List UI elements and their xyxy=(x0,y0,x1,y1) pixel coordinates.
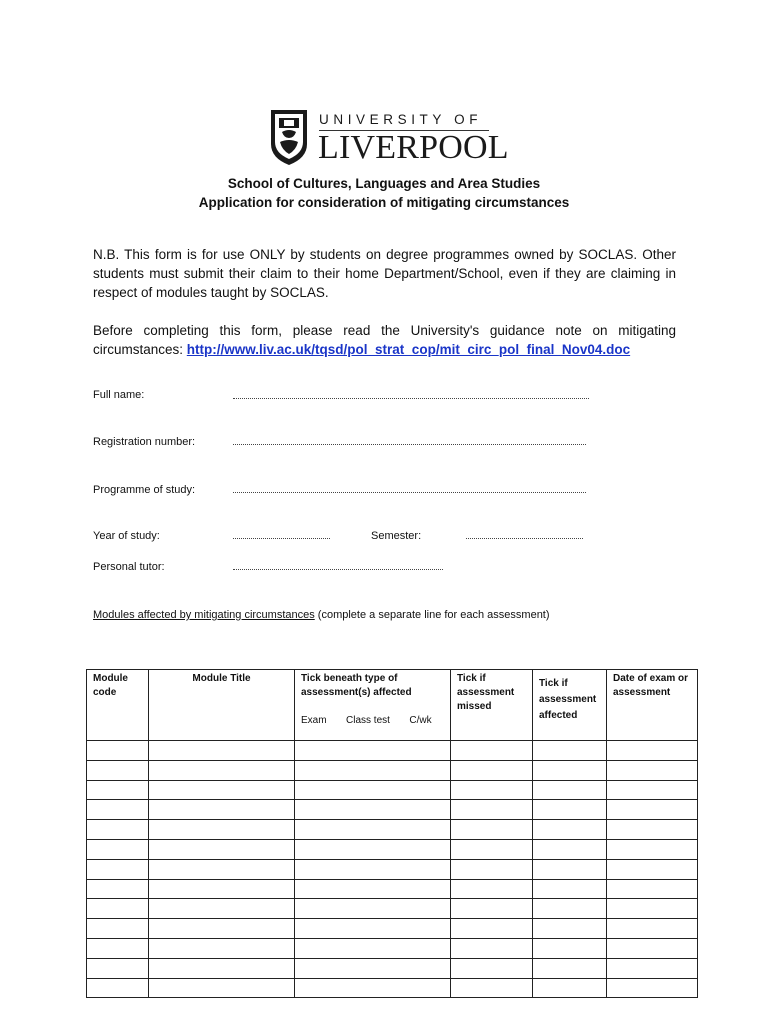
logo-liverpool: LIVERPOOL xyxy=(318,129,509,166)
table-cell[interactable] xyxy=(533,919,607,939)
table-cell[interactable] xyxy=(149,859,295,879)
table-cell[interactable] xyxy=(149,938,295,958)
table-row xyxy=(87,741,698,761)
table-cell[interactable] xyxy=(149,741,295,761)
modules-heading-note: (complete a separate line for each assessment) xyxy=(314,609,550,621)
table-row xyxy=(87,820,698,840)
logo-university-of: UNIVERSITY OF xyxy=(319,112,483,127)
table-cell[interactable] xyxy=(295,958,451,978)
table-cell[interactable] xyxy=(451,780,533,800)
table-cell[interactable] xyxy=(607,938,698,958)
table-cell[interactable] xyxy=(451,839,533,859)
table-cell[interactable] xyxy=(149,780,295,800)
table-cell[interactable] xyxy=(149,839,295,859)
table-cell[interactable] xyxy=(295,938,451,958)
guidance-paragraph xyxy=(93,321,676,359)
table-cell[interactable] xyxy=(87,780,149,800)
table-cell[interactable] xyxy=(533,978,607,998)
table-row xyxy=(87,800,698,820)
table-cell[interactable] xyxy=(607,800,698,820)
table-cell[interactable] xyxy=(87,919,149,939)
table-cell[interactable] xyxy=(533,879,607,899)
semester-field[interactable] xyxy=(466,538,583,539)
table-row xyxy=(87,760,698,780)
table-cell[interactable] xyxy=(295,859,451,879)
table-cell[interactable] xyxy=(87,760,149,780)
table-cell[interactable] xyxy=(149,978,295,998)
full-name-label: Full name: xyxy=(93,389,145,401)
table-cell[interactable] xyxy=(451,978,533,998)
table-cell[interactable] xyxy=(149,800,295,820)
table-cell[interactable] xyxy=(87,820,149,840)
registration-label: Registration number: xyxy=(93,436,196,448)
table-cell[interactable] xyxy=(451,741,533,761)
col-module-title: Module Title xyxy=(149,670,295,741)
table-cell[interactable] xyxy=(533,741,607,761)
table-cell[interactable] xyxy=(295,879,451,899)
table-cell[interactable] xyxy=(295,780,451,800)
table-row xyxy=(87,919,698,939)
col-assessment-type-options: Exam Class test C/wk xyxy=(301,715,432,726)
table-cell[interactable] xyxy=(295,760,451,780)
table-row xyxy=(87,958,698,978)
table-cell[interactable] xyxy=(607,760,698,780)
modules-heading xyxy=(93,609,550,621)
table-row xyxy=(87,899,698,919)
university-logo xyxy=(270,108,509,168)
table-cell[interactable] xyxy=(607,820,698,840)
table-row xyxy=(87,938,698,958)
table-cell[interactable] xyxy=(533,958,607,978)
table-cell[interactable] xyxy=(295,741,451,761)
table-row xyxy=(87,780,698,800)
table-cell[interactable] xyxy=(533,820,607,840)
table-cell[interactable] xyxy=(87,800,149,820)
table-cell[interactable] xyxy=(607,780,698,800)
table-cell[interactable] xyxy=(295,919,451,939)
year-label: Year of study: xyxy=(93,530,160,542)
guidance-link[interactable]: http://www.liv.ac.uk/tqsd/pol_strat_cop/mit_circ_pol_final_Nov04.doc xyxy=(186,342,631,357)
table-cell[interactable] xyxy=(533,899,607,919)
table-row xyxy=(87,859,698,879)
table-cell[interactable] xyxy=(149,820,295,840)
col-assessment-type-label: Tick beneath type of assessment(s) affected xyxy=(301,673,412,698)
table-cell[interactable] xyxy=(87,839,149,859)
table-header-row xyxy=(87,670,698,741)
table-cell[interactable] xyxy=(451,859,533,879)
registration-field[interactable] xyxy=(233,444,586,445)
table-cell[interactable] xyxy=(533,938,607,958)
table-row xyxy=(87,879,698,899)
table-cell[interactable] xyxy=(607,978,698,998)
page-title: Application for consideration of mitigating circumstances xyxy=(198,195,570,210)
table-cell[interactable] xyxy=(451,938,533,958)
table-cell[interactable] xyxy=(451,820,533,840)
table-cell[interactable] xyxy=(451,958,533,978)
modules-heading-title: Modules affected by mitigating circumstances xyxy=(93,609,315,621)
table-cell[interactable] xyxy=(87,978,149,998)
table-cell[interactable] xyxy=(607,899,698,919)
table-cell[interactable] xyxy=(533,800,607,820)
table-cell[interactable] xyxy=(295,800,451,820)
col-assessment-type xyxy=(295,670,451,741)
school-name: School of Cultures, Languages and Area Studies xyxy=(227,176,541,191)
year-field[interactable] xyxy=(233,538,330,539)
table-cell[interactable] xyxy=(87,938,149,958)
tutor-field[interactable] xyxy=(233,569,443,570)
table-cell[interactable] xyxy=(451,899,533,919)
programme-field[interactable] xyxy=(233,492,586,493)
programme-label: Programme of study: xyxy=(93,484,196,496)
col-affected: Tick if assessment affected xyxy=(533,670,607,741)
table-cell[interactable] xyxy=(451,879,533,899)
table-cell[interactable] xyxy=(533,780,607,800)
table-cell[interactable] xyxy=(149,879,295,899)
table-cell[interactable] xyxy=(149,919,295,939)
table-cell[interactable] xyxy=(87,899,149,919)
table-cell[interactable] xyxy=(149,958,295,978)
modules-table xyxy=(86,669,698,998)
tutor-label: Personal tutor: xyxy=(93,561,165,573)
table-cell[interactable] xyxy=(451,800,533,820)
table-row xyxy=(87,839,698,859)
table-cell[interactable] xyxy=(451,760,533,780)
table-cell[interactable] xyxy=(87,741,149,761)
guidance-text: Before completing this form, please read the University's guidance note on mitigating circumstances: xyxy=(93,323,676,357)
table-cell[interactable] xyxy=(149,760,295,780)
table-cell[interactable] xyxy=(607,919,698,939)
table-cell[interactable] xyxy=(87,879,149,899)
table-cell[interactable] xyxy=(295,899,451,919)
table-cell[interactable] xyxy=(607,859,698,879)
table-cell[interactable] xyxy=(295,820,451,840)
table-cell[interactable] xyxy=(607,741,698,761)
table-cell[interactable] xyxy=(87,859,149,879)
table-cell[interactable] xyxy=(295,839,451,859)
table-cell[interactable] xyxy=(533,859,607,879)
nb-paragraph: N.B. This form is for use ONLY by students on degree programmes owned by SOCLAS. Other students must submit their claim to their home Department/School, even if they are claiming in respect of modules taught by SOCLAS. xyxy=(93,247,676,300)
table-body xyxy=(87,741,698,998)
table-cell[interactable] xyxy=(451,919,533,939)
col-module-code: Module code xyxy=(87,670,149,741)
table-cell[interactable] xyxy=(149,899,295,919)
table-cell[interactable] xyxy=(533,839,607,859)
table-cell[interactable] xyxy=(607,958,698,978)
col-missed: Tick if assessment missed xyxy=(451,670,533,741)
semester-label: Semester: xyxy=(371,530,422,542)
table-cell[interactable] xyxy=(607,879,698,899)
full-name-field[interactable] xyxy=(233,398,589,399)
col-date: Date of exam or assessment xyxy=(607,670,698,741)
table-cell[interactable] xyxy=(607,839,698,859)
crest-icon xyxy=(270,108,308,166)
table-cell[interactable] xyxy=(295,978,451,998)
table-row xyxy=(87,978,698,998)
table-cell[interactable] xyxy=(87,958,149,978)
table-cell[interactable] xyxy=(533,760,607,780)
